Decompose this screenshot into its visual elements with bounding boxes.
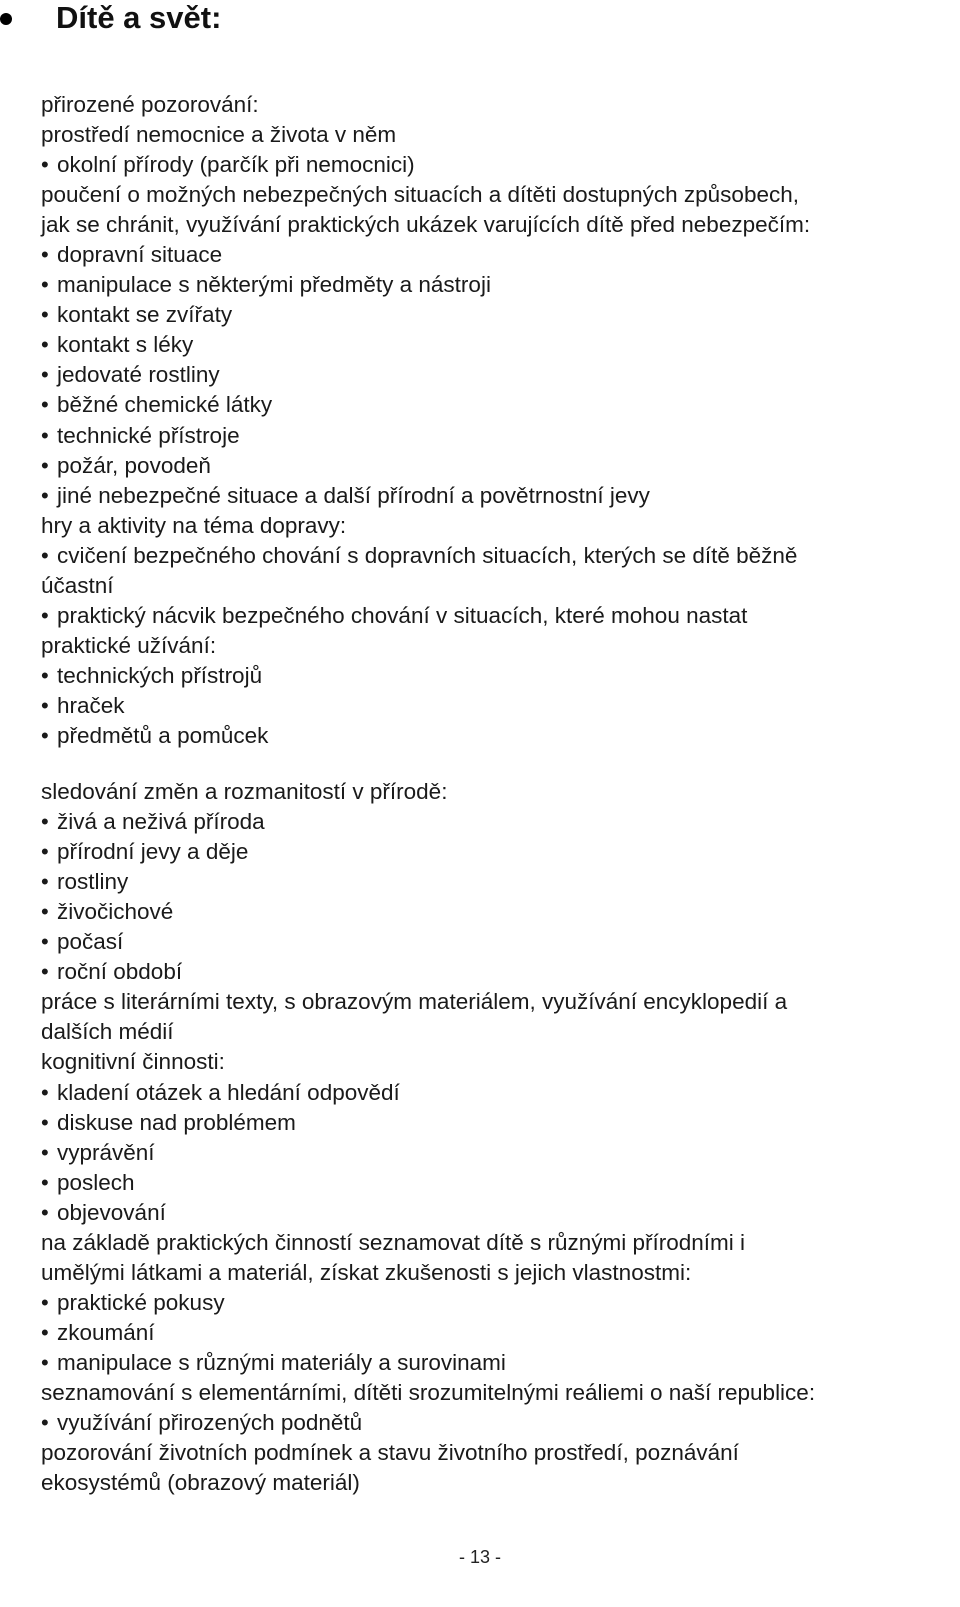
bullet-list-item: • technické přístroje	[41, 421, 946, 451]
bullet-list-item: • předmětů a pomůcek	[41, 721, 946, 751]
bullet-list-item: • počasí	[41, 927, 946, 957]
text-line: účastní	[41, 572, 114, 598]
bullet-list-item: • rostliny	[41, 867, 946, 897]
bullet-list-item: • dopravní situace	[41, 240, 946, 270]
bullet-list-item: • živá a neživá příroda	[41, 807, 946, 837]
bullet-list-item: • využívání přirozených podnětů	[41, 1408, 946, 1438]
bullet-list-item: • praktický nácvik bezpečného chování v situacích, které mohou nastat	[41, 601, 946, 631]
text-line: jak se chránit, využívání praktických ukázek varujících dítě před nebezpečím:	[41, 212, 811, 238]
bullet-list-item: • manipulace s některými předměty a nástroji	[41, 270, 946, 300]
bullet-list-item: • živočichové	[41, 897, 946, 927]
bullet-list-item: • vyprávění	[41, 1138, 946, 1168]
bullet-list-item: • požár, povodeň	[41, 451, 946, 481]
text-line: hry a aktivity na téma dopravy:	[41, 512, 347, 538]
text-line: prostředí nemocnice a života v něm	[41, 122, 397, 148]
text-line: praktické užívání:	[41, 632, 217, 658]
document-body	[41, 90, 946, 1498]
bullet-list-item: • kladení otázek a hledání odpovědí	[41, 1078, 946, 1108]
text-line: dalších médií	[41, 1019, 174, 1045]
text-line: poučení o možných nebezpečných situacích a dítěti dostupných způsobech,	[41, 182, 799, 208]
page-number: - 13 -	[458, 1547, 501, 1567]
bullet-list-item: • manipulace s různými materiály a surovinami	[41, 1348, 946, 1378]
text-line: seznamování s elementárními, dítěti srozumitelnými reáliemi o naší republice:	[41, 1379, 816, 1405]
bullet-list-item: • praktické pokusy	[41, 1288, 946, 1318]
text-line: umělými látkami a materiál, získat zkušenosti s jejich vlastnostmi:	[41, 1259, 692, 1285]
bullet-list-item: • hraček	[41, 691, 946, 721]
bullet-list-item: • kontakt se zvířaty	[41, 300, 946, 330]
bullet-list-item: • technických přístrojů	[41, 661, 946, 691]
text-line: práce s literárními texty, s obrazovým materiálem, využívání encyklopedií a	[41, 989, 788, 1015]
bullet-list-item: • jiné nebezpečné situace a další přírodní a povětrnostní jevy	[41, 481, 946, 511]
text-line: ekosystémů (obrazový materiál)	[41, 1470, 360, 1496]
bullet-icon	[0, 13, 12, 25]
bullet-list-item: • přírodní jevy a děje	[41, 837, 946, 867]
paragraph-gap	[41, 751, 946, 777]
text-line: pozorování životních podmínek a stavu životního prostředí, poznávání	[41, 1440, 739, 1466]
bullet-list-item: • cvičení bezpečného chování s dopravních situacích, kterých se dítě běžně	[41, 541, 946, 571]
bullet-list-item: • jedovaté rostliny	[41, 360, 946, 390]
text-line: sledování změn a rozmanitostí v přírodě:	[41, 779, 448, 805]
bullet-list-item: • diskuse nad problémem	[41, 1108, 946, 1138]
section-title: Dítě a svět:	[56, 0, 222, 35]
text-line: na základě praktických činností seznamovat dítě s různými přírodními i	[41, 1229, 746, 1255]
bullet-list-item: • zkoumání	[41, 1318, 946, 1348]
bullet-list-item: • poslech	[41, 1168, 946, 1198]
bullet-list-item: • běžné chemické látky	[41, 390, 946, 420]
bullet-list-item: • roční období	[41, 957, 946, 987]
bullet-list-item: • kontakt s léky	[41, 330, 946, 360]
text-block-nature	[41, 777, 946, 1498]
bullet-list-item: • objevování	[41, 1198, 946, 1228]
text-line: přirozené pozorování:	[41, 92, 259, 117]
text-block-safety	[41, 90, 946, 751]
bullet-list-item: • okolní přírody (parčík při nemocnici)	[41, 150, 946, 180]
text-line: kognitivní činnosti:	[41, 1049, 225, 1075]
